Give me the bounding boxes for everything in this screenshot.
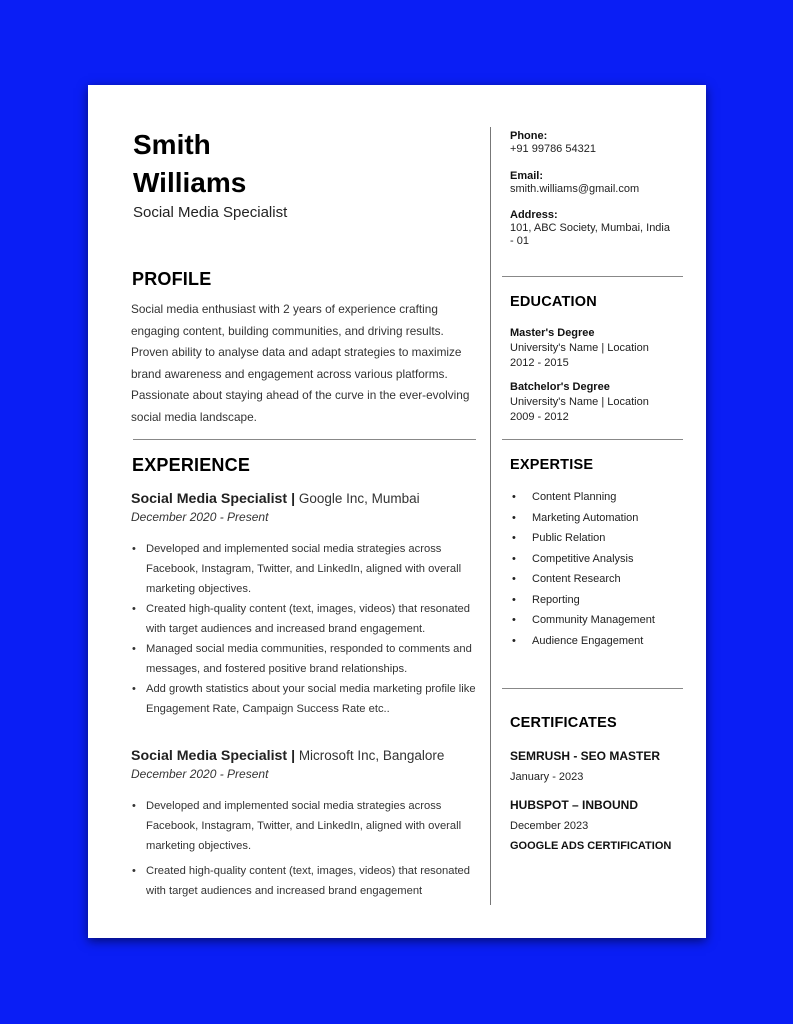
job-dates: December 2020 - Present (131, 510, 269, 524)
job-entry (131, 490, 487, 719)
expertise-item: • Public Relation (532, 528, 712, 549)
certificate-date: January - 2023 (510, 771, 584, 783)
contact-phone (510, 130, 690, 156)
expertise-item: • Community Management (532, 610, 712, 631)
address-label: Address: (510, 209, 558, 221)
education-school: University's Name | Location (510, 396, 649, 408)
expertise-item: • Audience Engagement (532, 631, 712, 652)
section-divider (502, 688, 683, 689)
section-divider (502, 276, 683, 277)
job-bullet: • Created high-quality content (text, images, videos) that resonated with target audiences and increased brand engagement. (146, 599, 487, 639)
job-bullets (131, 539, 487, 719)
address-line: - 01 (510, 235, 529, 247)
address-line: 101, ABC Society, Mumbai, India (510, 222, 670, 234)
email-value: smith.williams@gmail.com (510, 183, 640, 195)
expertise-item: • Marketing Automation (532, 508, 712, 529)
last-name: Williams (133, 167, 247, 198)
contact-address (510, 209, 690, 248)
candidate-name (133, 126, 246, 202)
certificate-name: HUBSPOT – INBOUND (510, 798, 639, 812)
job-bullet: • Created high-quality content (text, images, videos) that resonated with target audiences and increased brand engagement (146, 861, 487, 901)
experience-heading: EXPERIENCE (132, 455, 251, 475)
education-school: University's Name | Location (510, 342, 649, 354)
education-years: 2012 - 2015 (510, 357, 569, 369)
section-divider (133, 439, 476, 440)
profile-heading: PROFILE (132, 269, 212, 289)
expertise-heading: EXPERTISE (510, 457, 594, 473)
job-bullet: • Managed social media communities, responded to comments and messages, and fostered positive brand relationships. (146, 639, 487, 679)
expertise-item: • Content Planning (532, 487, 712, 508)
job-header (131, 490, 487, 508)
job-bullet: • Developed and implemented social media strategies across Facebook, Instagram, Twitter, and LinkedIn, aligned with overall marketing objectives. (146, 539, 487, 599)
certificate-name: GOOGLE ADS CERTIFICATION (510, 840, 672, 852)
certificate-entry (510, 749, 690, 785)
job-company: Google Inc, Mumbai (298, 491, 420, 506)
profile-text: Social media enthusiast with 2 years of experience crafting engaging content, building communities, and driving results. Proven ability to analyse data and adapt strategies to maximize brand awareness and engagement across various platforms. Passionate about staying ahead of the curve in the ever-evolving social media landscape. (131, 302, 470, 424)
certificate-entry (510, 839, 690, 854)
job-entry (131, 747, 487, 901)
section-divider (502, 439, 683, 440)
education-degree: Batchelor's Degree (510, 381, 610, 393)
job-bullet: • Developed and implemented social media strategies across Facebook, Instagram, Twitter, and LinkedIn, aligned with overall marketing objectives. (146, 796, 487, 856)
contact-email (510, 170, 690, 196)
education-entry (510, 380, 690, 425)
job-role: Social Media Specialist | (131, 748, 296, 764)
education-entry (510, 326, 690, 371)
job-header (131, 747, 487, 765)
job-dates: December 2020 - Present (131, 767, 269, 781)
first-name: Smith (133, 129, 211, 160)
job-company: Microsoft Inc, Bangalore (298, 748, 445, 763)
education-years: 2009 - 2012 (510, 411, 569, 423)
certificates-heading: CERTIFICATES (510, 715, 617, 731)
certificate-date: December 2023 (510, 820, 589, 832)
certificate-name: SEMRUSH - SEO MASTER (510, 749, 661, 763)
expertise-item: • Reporting (532, 590, 712, 611)
job-bullets (131, 796, 487, 901)
phone-label: Phone: (510, 130, 548, 142)
job-bullet: • Add growth statistics about your social media marketing profile like Engagement Rate, Campaign Success Rate etc.. (146, 679, 487, 719)
education-heading: EDUCATION (510, 294, 597, 310)
certificate-entry (510, 798, 690, 834)
phone-value: +91 99786 54321 (510, 143, 596, 155)
expertise-item: • Competitive Analysis (532, 549, 712, 570)
education-degree: Master's Degree (510, 327, 595, 339)
expertise-list (510, 487, 712, 651)
resume-page (88, 85, 706, 938)
email-label: Email: (510, 170, 544, 182)
job-role: Social Media Specialist | (131, 491, 296, 507)
expertise-item: • Content Research (532, 569, 712, 590)
column-divider (490, 127, 491, 905)
candidate-title: Social Media Specialist (133, 204, 288, 221)
